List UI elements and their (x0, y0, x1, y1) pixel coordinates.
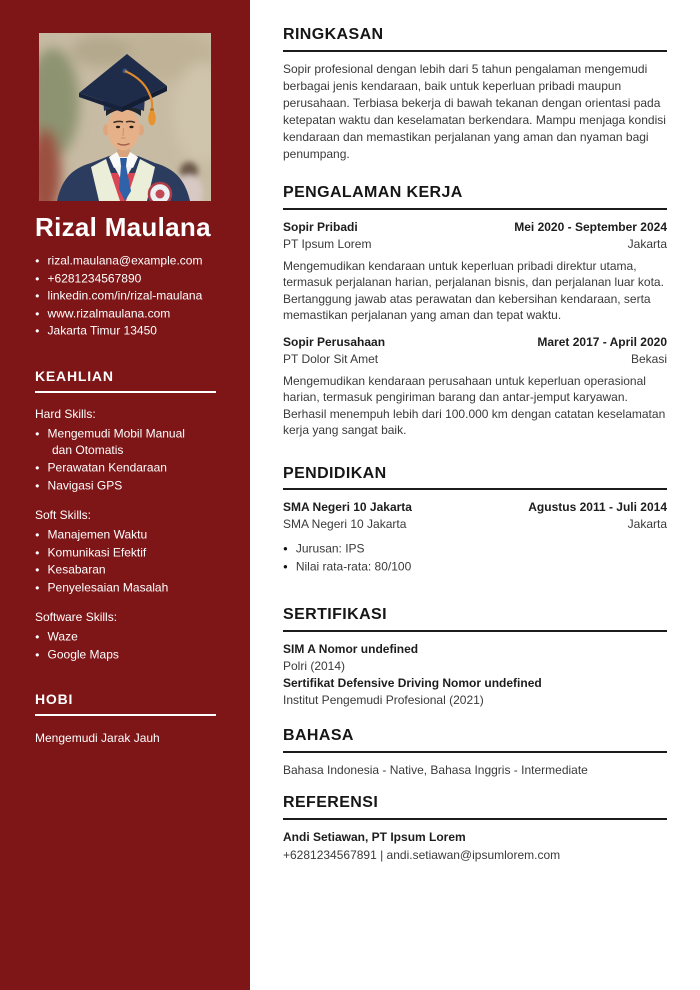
reference-contact: +6281234567891 | andi.setiawan@ipsumlorem.com (283, 847, 561, 862)
skill-item: ● Mengemudi Mobil Manual dan Otomatis (35, 425, 216, 460)
job-dates: Mei 2020 - September 2024 (514, 219, 667, 234)
candidate-name: Rizal Maulana (35, 212, 211, 242)
contact-item-linkedin: ● linkedin.com/in/rizal-maulana (35, 287, 216, 305)
contact-item-address: ● Jakarta Timur 13450 (35, 322, 216, 340)
job-location: Jakarta (627, 236, 667, 251)
contact-item-phone: ● +6281234567890 (35, 270, 216, 288)
section-references (283, 795, 667, 864)
section-languages (283, 728, 667, 779)
skill-list (35, 628, 216, 663)
certification-issuer: Institut Pengemudi Profesional (2021) (283, 693, 484, 708)
hobby-text: Mengemudi Jarak Jauh (35, 731, 160, 746)
reference-name: Andi Setiawan, PT Ipsum Lorem (283, 829, 466, 844)
hobby-section-title: HOBI (35, 691, 216, 716)
section-title-certifications: SERTIFIKASI (283, 607, 667, 632)
skill-group-soft (35, 507, 216, 596)
skill-group-software (35, 609, 216, 663)
job-title: Sopir Pribadi (283, 219, 358, 234)
section-title-summary: RINGKASAN (283, 27, 667, 52)
main-content (250, 0, 700, 990)
job-description: Mengemudikan kendaraan perusahaan untuk keperluan operasional harian, termasuk pengiriman barang dan antar-jemput karyawan. Berhasil menempuh lebih dari 100.000 km dengan catatan keselamatan kerja yang sangat baik. (283, 373, 666, 438)
graduation-portrait-image (39, 33, 211, 201)
skill-list (35, 526, 216, 596)
skill-group-label: Hard Skills: (35, 406, 96, 421)
skill-group-label: Soft Skills: (35, 508, 92, 523)
skill-item: ● Waze (35, 628, 216, 646)
contact-list (35, 252, 216, 340)
skill-item: ● Navigasi GPS (35, 477, 216, 495)
skill-group-hard (35, 406, 216, 495)
skill-item: ● Manajemen Waktu (35, 526, 216, 544)
school-name: SMA Negeri 10 Jakarta (283, 500, 412, 515)
education-subtitle: SMA Negeri 10 Jakarta (283, 517, 407, 532)
education-detail-list (283, 540, 667, 576)
skill-item: ● Perawatan Kendaraan (35, 459, 216, 477)
education-entry (283, 499, 667, 576)
section-title-languages: BAHASA (283, 728, 667, 753)
section-summary (283, 27, 667, 163)
profile-photo (39, 33, 211, 201)
skill-item: ● Kesabaran (35, 561, 216, 579)
job-description: Mengemudikan kendaraan untuk keperluan pribadi direktur utama, termasuk perjalanan harian, perjalanan bisnis, dan perjalanan luar kota. Bertanggung jawab atas perawatan dan kebersihan kendaraan, serta memastikan perjalanan yang aman dan tepat waktu. (283, 258, 664, 323)
job-company: PT Ipsum Lorem (283, 236, 372, 251)
job-location: Bekasi (630, 351, 667, 366)
skill-item: ● Google Maps (35, 646, 216, 664)
section-title-experience: PENGALAMAN KERJA (283, 185, 667, 210)
job-entry (283, 219, 667, 324)
skill-item: ● Komunikasi Efektif (35, 544, 216, 562)
contact-item-email: ● rizal.maulana@example.com (35, 252, 216, 270)
certification-name: SIM A Nomor undefined (283, 642, 419, 657)
contact-item-website: ● www.rizalmaulana.com (35, 305, 216, 323)
section-title-references: REFERENSI (283, 795, 667, 820)
section-experience (283, 185, 667, 439)
section-title-education: PENDIDIKAN (283, 466, 667, 491)
skill-group-label: Software Skills: (35, 610, 118, 625)
certification-entry (283, 675, 667, 709)
education-detail-item: ● Jurusan: IPS (283, 540, 667, 558)
education-dates: Agustus 2011 - Juli 2014 (528, 500, 667, 515)
education-detail-item: ● Nilai rata-rata: 80/100 (283, 558, 667, 576)
section-certifications (283, 607, 667, 709)
skills-section-title: KEAHLIAN (35, 368, 216, 393)
job-dates: Maret 2017 - April 2020 (537, 334, 667, 349)
summary-text: Sopir profesional dengan lebih dari 5 tahun pengalaman mengemudi berbagai jenis kendaraan, baik untuk keperluan pribadi maupun perusahaan. Terbiasa bekerja di bawah tekanan dengan orientasi pada ketepatan waktu dan keselamatan berkendara. Mampu menjaga kondisi kendaraan dan memastikan perjalanan yang aman dan nyaman bagi penumpang. (283, 61, 666, 161)
languages-text: Bahasa Indonesia - Native, Bahasa Inggris - Intermediate (283, 762, 588, 777)
sidebar (0, 0, 250, 990)
certification-name: Sertifikat Defensive Driving Nomor undefined (283, 676, 542, 691)
certification-entry (283, 641, 667, 675)
job-entry (283, 334, 667, 439)
job-title: Sopir Perusahaan (283, 334, 386, 349)
skill-list (35, 425, 216, 495)
job-company: PT Dolor Sit Amet (283, 351, 379, 366)
skill-item: ● Penyelesaian Masalah (35, 579, 216, 597)
education-location: Jakarta (627, 517, 667, 532)
certification-issuer: Polri (2014) (283, 659, 346, 674)
section-education (283, 466, 667, 577)
